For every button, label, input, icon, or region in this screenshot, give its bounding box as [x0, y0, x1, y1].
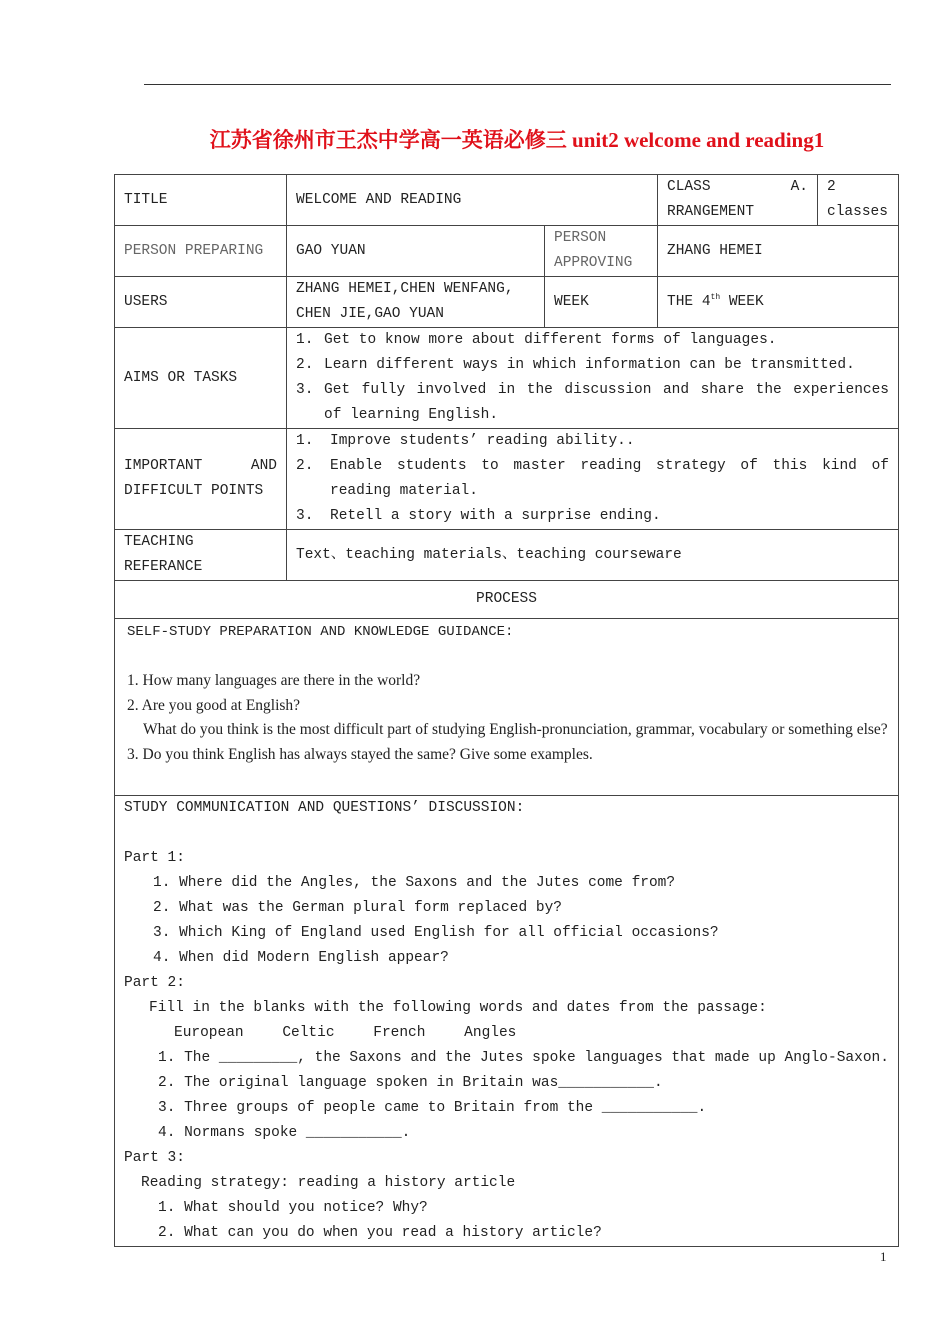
self-study-q1: 1. How many languages are there in the world?: [127, 672, 421, 689]
list-item: 4. When did Modern English appear?: [153, 950, 449, 966]
title-label: TITLE: [115, 175, 287, 226]
part1-label: Part 1:: [124, 850, 185, 866]
users-value: ZHANG HEMEI,CHEN WENFANG, CHEN JIE,GAO YUAN: [287, 277, 545, 328]
week-label: WEEK: [545, 277, 658, 328]
part3-intro: Reading strategy: reading a history article: [141, 1175, 516, 1191]
class-arrangement-value: 2 classes: [818, 175, 899, 226]
list-item: 1. The _________, the Saxons and the Jutes spoke languages that made up Anglo-Saxon.: [158, 1050, 889, 1066]
part2-word-bank: [124, 1021, 889, 1046]
word-bank-item: French: [373, 1025, 426, 1041]
word-bank-item: Angles: [464, 1025, 517, 1041]
self-study-section: [115, 619, 899, 796]
list-item: 1. What should you notice? Why?: [158, 1200, 428, 1216]
self-study-q2: 2. Are you good at English?: [127, 696, 301, 714]
list-item: 1. Improve students’ reading ability..: [296, 433, 635, 449]
aims-row: [115, 328, 899, 429]
approver-label: PERSON APPROVING: [545, 226, 658, 277]
part2-intro: Fill in the blanks with the following words and dates from the passage:: [149, 1000, 767, 1016]
list-item: 3. Which King of England used English for all official occasions?: [153, 925, 719, 941]
preparer-value: GAO YUAN: [287, 226, 545, 277]
list-item: 2. Learn different ways in which information can be transmitted.: [296, 357, 855, 373]
part3-label: Part 3:: [124, 1150, 185, 1166]
week-value: THE 4th WEEK: [658, 277, 899, 328]
approver-value: ZHANG HEMEI: [658, 226, 899, 277]
points-label: IMPORTANT AND DIFFICULT POINTS: [115, 429, 287, 530]
part3-list: [124, 1196, 889, 1246]
part2-list: [124, 1046, 889, 1146]
list-item: 2. Enable students to master reading strategy of this kind of reading material.: [296, 458, 890, 499]
reference-label: TEACHING REFERANCE: [115, 530, 287, 581]
part2-label: Part 2:: [124, 975, 185, 991]
self-study-row: [115, 619, 899, 796]
preparer-row: [115, 226, 899, 277]
aims-label: AIMS OR TASKS: [115, 328, 287, 429]
discussion-heading: STUDY COMMUNICATION AND QUESTIONS’ DISCUSSION:: [124, 800, 525, 816]
document-title: 江苏省徐州市王杰中学高一英语必修三 unit2 welcome and reading1: [209, 128, 825, 152]
self-study-q3: 3. Do you think English has always stayed the same? Give some examples.: [127, 745, 593, 763]
class-arrangement-label: CLASS A. RRANGEMENT: [658, 175, 818, 226]
title-row: [115, 175, 899, 226]
list-item: 3. Get fully involved in the discussion and share the experiences of learning English.: [296, 382, 890, 423]
list-item: 4. Normans spoke ___________.: [158, 1125, 411, 1141]
self-study-q2-follow: What do you think is the most difficult part of studying English-pronunciation, grammar, vocabulary or something else?: [143, 721, 888, 738]
list-item: 3. Retell a story with a surprise ending.: [296, 508, 661, 524]
process-row: [115, 581, 899, 619]
page-number: 1: [880, 1249, 887, 1264]
list-item: 2. What was the German plural form replaced by?: [153, 900, 562, 916]
list-item: 3. Three groups of people came to Britain from the ___________.: [158, 1100, 707, 1116]
header-rule: [144, 84, 891, 85]
preparer-label: PERSON PREPARING: [115, 226, 287, 277]
users-row: [115, 277, 899, 328]
lesson-plan-table: [114, 174, 899, 1247]
points-row: [115, 429, 899, 530]
word-bank-item: Celtic: [282, 1025, 335, 1041]
list-item: 1. Get to know more about different forms of languages.: [296, 332, 777, 348]
process-heading: PROCESS: [115, 581, 899, 619]
users-label: USERS: [115, 277, 287, 328]
points-list: [287, 429, 899, 530]
self-study-heading: SELF-STUDY PREPARATION AND KNOWLEDGE GUIDANCE:: [127, 624, 514, 640]
reference-value: Text、teaching materials、teaching courseware: [287, 530, 899, 581]
reference-row: [115, 530, 899, 581]
title-value: WELCOME AND READING: [287, 175, 658, 226]
aims-list: [287, 328, 899, 429]
word-bank-item: European: [174, 1025, 244, 1041]
discussion-section: [115, 796, 899, 1247]
part1-list: [124, 871, 889, 971]
list-item: 2. What can you do when you read a history article?: [158, 1225, 602, 1241]
list-item: 1. Where did the Angles, the Saxons and the Jutes come from?: [153, 875, 676, 891]
list-item: 2. The original language spoken in Britain was___________.: [158, 1075, 663, 1091]
discussion-row: [115, 796, 899, 1247]
